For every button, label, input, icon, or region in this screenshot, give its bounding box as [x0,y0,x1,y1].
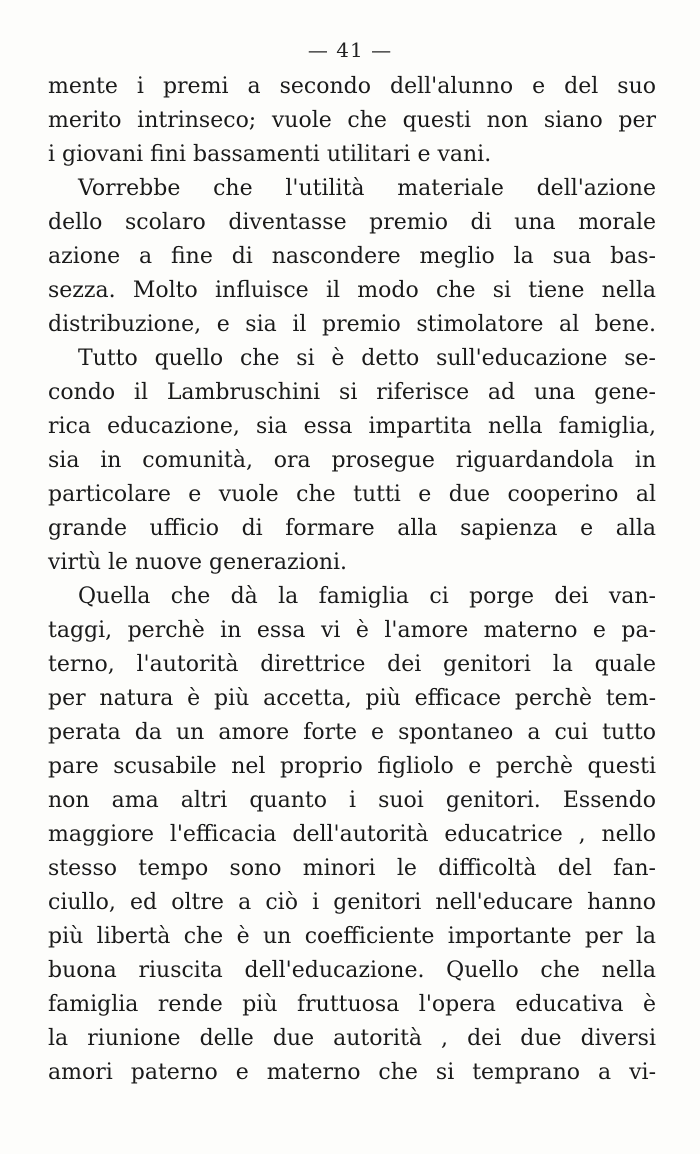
text-line: la riunione delle due autorità , dei due diversi [48,1026,656,1051]
text-line: ciullo, ed oltre a ciò i genitori nell'educare hanno [48,890,656,915]
paragraph-start-line: Tutto quello che si è detto sull'educazione se- [78,346,656,371]
text-line: pare scusabile nel proprio figliolo e perchè questi [48,754,656,779]
text-line: azione a fine di nascondere meglio la sua bas- [48,244,656,269]
text-line: non ama altri quanto i suoi genitori. Essendo [48,788,656,813]
text-line: distribuzione, e sia il premio stimolatore al bene. [48,312,656,337]
text-line: buona riuscita dell'educazione. Quello che nella [48,958,656,983]
text-line: dello scolaro diventasse premio di una morale [48,210,656,235]
text-line: rica educazione, sia essa impartita nella famiglia, [48,414,656,439]
text-line: più libertà che è un coefficiente importante per la [48,924,656,949]
text-line: particolare e vuole che tutti e due cooperino al [48,482,656,507]
text-line: famiglia rende più fruttuosa l'opera educativa è [48,992,656,1017]
paragraph-start-line: Vorrebbe che l'utilità materiale dell'azione [78,176,656,201]
text-line: perata da un amore forte e spontaneo a cui tutto [48,720,656,745]
text-line: stesso tempo sono minori le difficoltà del fan- [48,856,656,881]
page-number: — 41 — [307,38,393,62]
text-line: sia in comunità, ora prosegue riguardandola in [48,448,656,473]
text-line: terno, l'autorità direttrice dei genitori la quale [48,652,656,677]
text-line: maggiore l'efficacia dell'autorità educatrice , nello [48,822,656,847]
paragraph-start-line: Quella che dà la famiglia ci porge dei van- [78,584,656,609]
text-line: taggi, perchè in essa vi è l'amore materno e pa- [48,618,656,643]
body-text [48,70,656,1090]
text-line: amori paterno e materno che si temprano a vi- [48,1060,656,1085]
text-line: virtù le nuove generazioni. [48,550,348,575]
text-line: condo il Lambruschini si riferisce ad una gene- [48,380,656,405]
text-line: merito intrinseco; vuole che questi non siano per [48,108,656,133]
text-line: per natura è più accetta, più efficace perchè tem- [48,686,656,711]
text-line: i giovani fini bassamenti utilitari e vani. [48,142,492,167]
text-line: sezza. Molto influisce il modo che si tiene nella [48,278,656,303]
text-line: mente i premi a secondo dell'alunno e del suo [48,74,656,99]
text-line: grande ufficio di formare alla sapienza e alla [48,516,656,541]
